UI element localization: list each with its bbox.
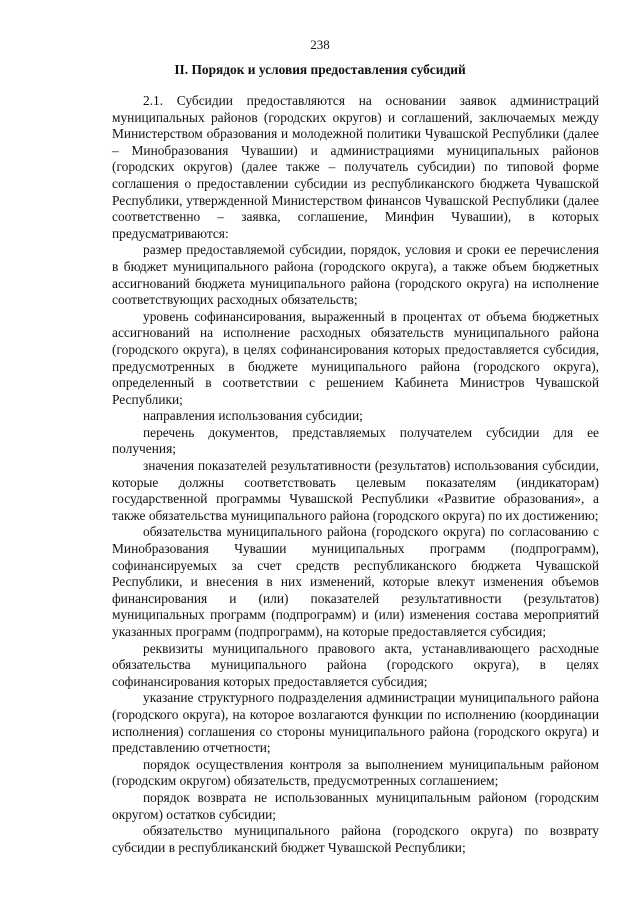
section-title: II. Порядок и условия предоставления субсидий — [174, 62, 466, 77]
list-item: значения показателей результативности (результатов) использования субсидии, которые должны соответствовать целевым показателям (индикаторам) государственной программы Чувашской Республики «Развитие образования», а также обязательства муниципального района (городского округа) по их достижению; — [112, 458, 599, 523]
list-item: порядок осуществления контроля за выполнением муниципальным районом (городским округом) обязательств, предусмотренных соглашением; — [112, 756, 599, 789]
document-body — [112, 93, 599, 856]
list-item: размер предоставляемой субсидии, порядок, условия и сроки ее перечисления в бюджет муниципального района (городского округа), а также объем бюджетных ассигнований бюджета муниципального района (городского округа) на исполнение соответствующих расходных обязательств; — [112, 242, 599, 308]
list-item: направления использования субсидии; — [143, 408, 363, 424]
page-number: 238 — [310, 37, 330, 52]
intro-paragraph: 2.1. Субсидии предоставляются на основании заявок администраций муниципальных районов (городских округов) и соглашений, заключаемых между Министерством образования и молодежной политики Чувашской Республики (далее – Минобразования Чувашии) и администрациями муниципальных районов (городских округов) (далее также – получатель субсидии) по типовой форме соглашения о предоставлении субсидии из республиканского бюджета Чувашской Республики, утвержденной Министерством финансов Чувашской Республики (далее соответственно – заявка, соглашение, Минфин Чувашии), в которых предусматриваются: — [112, 93, 599, 241]
list-item: указание структурного подразделения администрации муниципального района (городского округа), на которое возлагаются функции по исполнению (координации исполнения) соглашения со стороны муниципального района (городского округа) и представлению отчетности; — [112, 690, 599, 756]
list-item: реквизиты муниципального правового акта, устанавливающего расходные обязательства муниципального района (городского округа), в целях софинансирования которых предоставляется субсидия; — [112, 640, 599, 689]
list-item: уровень софинансирования, выраженный в процентах от объема бюджетных ассигнований на исполнение расходных обязательств муниципального района (городского округа), в целях софинансирования которых предоставляется субсидия, предусмотренных в бюджете муниципального района (городского округа), определенный в соответствии с решением Кабинета Министров Чувашской Республики; — [112, 308, 599, 407]
list-item: обязательство муниципального района (городского округа) по возврату субсидии в республиканский бюджет Чувашской Республики; — [112, 823, 599, 855]
list-item: обязательства муниципального района (городского округа) по согласованию с Минобразования Чувашии муниципальных программ (подпрограмм), софинансируемых за счет средств республиканского бюджета Чувашской Республики, и внесения в них изменений, которые влекут изменения объемов финансирования и (или) показателей результативности (результатов) муниципальных программ (подпрограмм) и (или) изменения состава мероприятий указанных программ (подпрограмм), на которые предоставляется субсидия; — [112, 524, 599, 639]
list-item: перечень документов, представляемых получателем субсидии для ее получения; — [112, 424, 599, 457]
list-item: порядок возврата не использованных муниципальным районом (городским округом) остатков субсидии; — [112, 789, 599, 822]
